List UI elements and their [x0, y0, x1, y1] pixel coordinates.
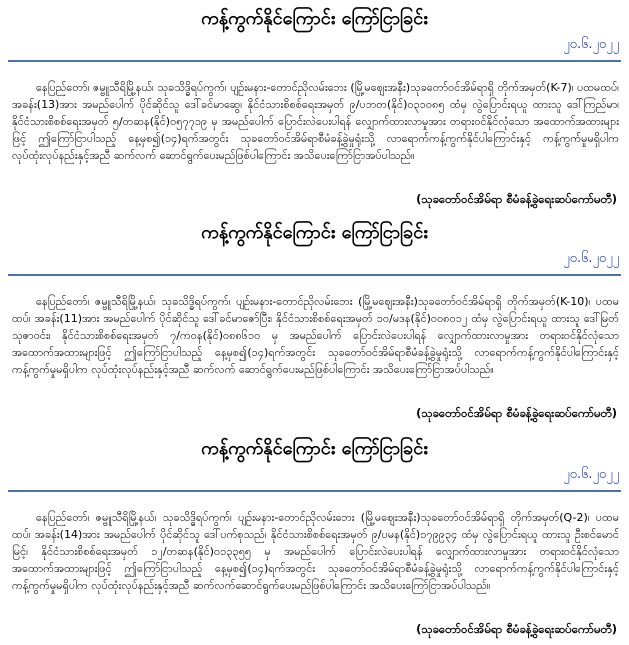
notice-body: နေပြည်တော်၊ ဇမ္ဗူသီရိမြို့နယ်၊ သုခသိဒ္ဓိရပ်ကွက်၊ ပျဉ်းမနား-တောင်ညိုလမ်းဘေး (မြို့မဈေးအနီး)သုခတော်ဝင်အိမ်ရာရှိ တိုက်အမှတ်(K-7)၊ ပထမထပ်၊ အခန်း(13)အား အမည်ပေါက် ပိုင်ဆိုင်သူ ဒေါ်ခင်မာဆွေ၊ နိုင်ငံသားစိစစ်ရေးအမှတ် ၉/ပဘတ(နိုင်)၀၃၁၀၈၅ ထံမှ လွဲပြောင်းရယူ ထားသူ ဒေါ်ကြည်မာ၊ နိုင်ငံသားစိစစ်ရေးအမှတ် ၅/တဆန(နိုင်)၀၅၇၇၁၉ မှ အမည်ပေါက် ပြောင်းလဲပေးပါရန် လျှောက်ထားလာမှုအား တရားဝင်နိုင်လုံသော အထောက်အထားများဖြင့် ဤကြော်ငြာပါသည့် နေ့မှစ၍(၁၄)ရက်အတွင်း သုခတော်ဝင်အိမ်ရာစီမံခန့်ခွဲမှုရုံးသို့ လာရောက်ကန့်ကွက်နိုင်ပါကြောင်းနှင့် ကန့်ကွက်မှုမရှိပါက လုပ်ထုံးလုပ်နည်းနှင့်အညီ ဆက်လက် ဆောင်ရွက်ပေးမည်ဖြစ်ပါကြောင်း အသိပေးကြော်ငြာအပ်ပါသည်။ [12, 81, 619, 162]
notice-title: ကန့်ကွက်နိုင်ကြောင်း ကြော်ငြာခြင်း [201, 222, 428, 243]
notice-date: ၂၀.၆.၂၀၂၂ [563, 251, 619, 266]
notice-title: ကန့်ကွက်နိုင်ကြောင်း ကြော်ငြာခြင်း [201, 438, 428, 459]
objection-notice [0, 430, 629, 638]
notice-date: ၂၀.၆.၂၀၂၂ [563, 37, 619, 52]
notice-title: ကန့်ကွက်နိုင်ကြောင်း ကြော်ငြာခြင်း [201, 8, 428, 29]
objection-notice [0, 0, 629, 208]
notice-signature: (သုခတော်ဝင်အိမ်ရာ စီမံခန့်ခွဲရေးဆပ်ကော်မတီ) [416, 622, 617, 636]
notice-signature: (သုခတော်ဝင်အိမ်ရာ စီမံခန့်ခွဲရေးဆပ်ကော်မတီ) [416, 192, 617, 206]
divider [8, 60, 621, 62]
objection-notice [0, 214, 629, 422]
notice-body: နေပြည်တော်၊ ဇမ္ဗူသီရိမြို့နယ်၊ သုခသိဒ္ဓိရပ်ကွက်၊ ပျဉ်းမနား-တောင်ညိုလမ်းဘေး (မြို့မဈေးအနီး)သုခတော်ဝင်အိမ်ရာရှိ တိုက်အမှတ်(K-10)၊ ပထမထပ်၊ အခန်း(11)အား အမည်ပေါက် ပိုင်ဆိုင်သူ ဒေါ်ခင်မာဇော်ပြီး၊ နိုင်ငံသားစိစစ်ရေးအမှတ် ၁၀/မဒန(နိုင်)၀၀၈၀၁၂ ထံမှ လွဲပြောင်းရယူ ထားသူ ဒေါ်မြတ်သုဇာဝင်း၊ နိုင်ငံသားစိစစ်ရေးအမှတ် ၇/ကဝန(နိုင်)၀၈၈၆၁၀ မှ အမည်ပေါက် ပြောင်းလဲပေးပါရန် လျှောက်ထားလာမှုအား တရားဝင်နိုင်လုံသော အထောက်အထားများဖြင့် ဤကြော်ငြာပါသည့် နေ့မှစ၍(၁၄)ရက်အတွင်း သုခတော်ဝင်အိမ်ရာစီမံခန့်ခွဲမှုရုံးသို့ လာရောက်ကန့်ကွက်နိုင်ပါကြောင်းနှင့် ကန့်ကွက်မှုမရှိပါက လုပ်ထုံးလုပ်နည်းနှင့်အညီ ဆက်လက် ဆောင်ရွက်ပေးမည်ဖြစ်ပါကြောင်း အသိပေးကြော်ငြာအပ်ပါသည်။ [12, 295, 619, 376]
notice-signature: (သုခတော်ဝင်အိမ်ရာ စီမံခန့်ခွဲရေးဆပ်ကော်မတီ) [416, 406, 617, 420]
notice-body: နေပြည်တော်၊ ဇမ္ဗူသီရိမြို့နယ်၊ သုခသိဒ္ဓိရပ်ကွက်၊ ပျဉ်းမနား-တောင်ညိုလမ်းဘေး (မြို့မဈေးအနီး)သုခတော်ဝင်အိမ်ရာရှိ တိုက်အမှတ်(Q-2)၊ ပထမထပ်၊ အခန်း(14)အား အမည်ပေါက် ပိုင်ဆိုင်သူ ဒေါ်ပက်စုသည်၊ နိုင်ငံသားစိစစ်ရေးအမှတ် ၉/ပမန(နိုင်)၁၇၉၉၃၄ ထံမှ လွဲပြောင်းရယူ ထားသူ ဦးစင်မောင်မြင့်၊ နိုင်ငံသားစိစစ်ရေးအမှတ် ၁၂/တဆန(နိုင်)၀၁၃၃၅၅ မှ အမည်ပေါက် ပြောင်းလဲပေးပါရန် လျှောက်ထားလာမှုအား တရားဝင်နိုင်လုံသော အထောက်အထားများဖြင့် ဤကြော်ငြာပါသည့် နေ့မှစ၍(၁၄)ရက်အတွင်း သုခတော်ဝင်အိမ်ရာစီမံခန့်ခွဲမှုရုံးသို့ လာရောက်ကန့်ကွက်နိုင်ပါကြောင်းနှင့် ကန့်ကွက်မှုမရှိပါက လုပ်ထုံးလုပ်နည်းနှင့်အညီ ဆက်လက်ဆောင်ရွက်ပေးမည်ဖြစ်ပါကြောင်း အသိပေးကြော်ငြာအပ်ပါသည်။ [12, 511, 619, 592]
divider [8, 274, 621, 276]
divider [8, 490, 621, 492]
notice-date: ၂၀.၆.၂၀၂၂ [563, 467, 619, 482]
